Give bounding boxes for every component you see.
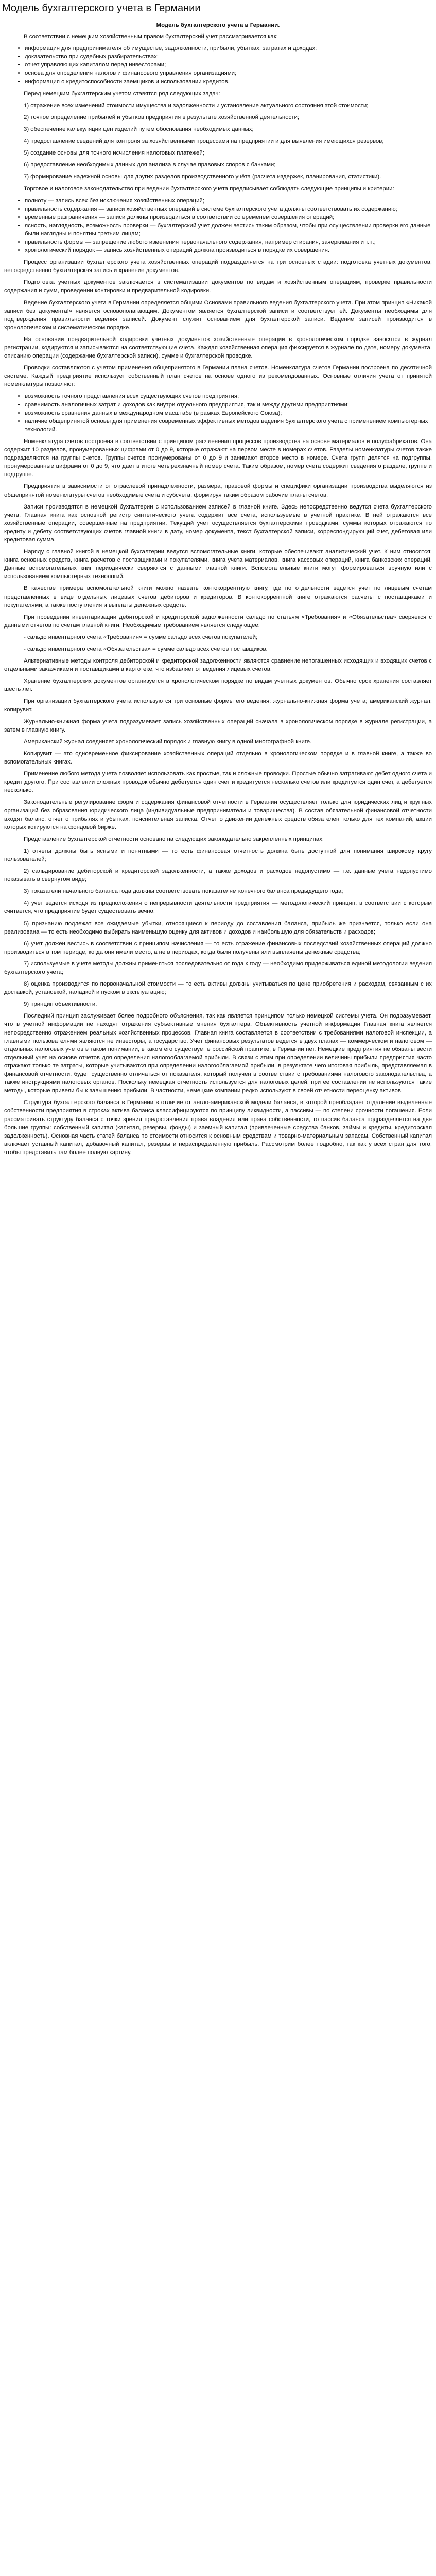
paragraph: 2) точное определение прибылей и убытков предприятия в результате хозяйственной деятельности; [24,114,300,121]
bullet-list [4,197,432,255]
list-item: • возможность сравнения данных в международном масштабе (в рамках Европейского Союза); [25,409,432,417]
paragraph: 1) отражение всех изменений стоимости имущества и задолженности и установление актуального состояния этой стоимости; [24,102,369,109]
paragraph: Наряду с главной книгой в немецкой бухгалтерии ведутся вспомогательные книги, которые обеспечивают аналитический учет. К ним относятся: книга основных средств, книга расчетов с поставщиками и покупателями, книга учета материалов, книга кассовых операций, книга банковских операций. Данные вспомогательных книг периодически сверяются с данными главной книги. Вспомогательные книги могут формироваться вручную или с использованием компьютерных технологий. [4,549,432,580]
document-subtitle: Модель бухгалтерского учета в Германии. [156,22,280,28]
paragraph: Процесс организации бухгалтерского учета хозяйственных операций подразделяется на три основных стадии: подготовка учетных документов, непосредственно бухгалтерская запись и хранение документов. [4,259,432,274]
paragraph: Последний принцип заслуживает более подробного объяснения, так как является принципом только немецкой системы учета. Он подразумевает, что в учетной информации не находят отражения субъективные мнения бухгалтера. Объективность учетной информации Главная книга является непосредственно отражением реальных хозяйственных процессов. Главная книга составляется в соответствии с требованиями налоговой инспекции, а главными пользователями являются не инвесторы, а государство. Учет финансовых результатов ведется в двух планах — коммерческом и налоговом — отдельных налоговых учетов в таком понимании, в каком его существует в российской практике, в Германии нет. Немецкие предприятия не обязаны вести отдельный учет на основе отчетов для определения налогооблагаемой прибыли. В связи с этим при определении величины прибыли предприятия часто отражают только те затраты, которые учитываются при определении налогооблагаемой прибыли, в результате чего итоговая прибыль, представляемая в финансовой отчетности, будет существенно отличаться от показателя, который получен в соответствии с требованиями налогового законодательства, а также инструкциями налоговых органов. Поскольку немецкая отчетность используется для налоговых целей, при ее составлении не используются такие методы, которые привели бы к завышению прибыли. В частности, немецкие компании редко используют в своей отчетности переоценку активов. [4,1013,432,1094]
paragraph: - сальдо инвентарного счета «Обязательства» = сумме сальдо всех счетов поставщиков. [24,646,268,652]
list-item: • правильность формы — запрещение любого изменения первоначального содержания, например стирания, зачеркивания и т.п.; [25,238,432,246]
list-item: • полноту — запись всех без исключения хозяйственных операций; [25,197,432,205]
paragraph: Подготовка учетных документов заключается в систематизации документов по видам и хозяйственным операциям, проверке правильности содержания и сумм, проведении контировки и предварительной кодировки. [4,279,432,294]
list-item: • информация для предпринимателя об имуществе, задолженности, прибыли, убытках, затратах и доходах; [25,44,432,53]
list-item: • возможность точного представления всех существующих счетов предприятия; [25,392,432,400]
paragraph: Структура бухгалтерского баланса в Германии в отличие от англо-американской модели баланса, в которой преобладает отдаление выделенные собственности предприятия в строках актива баланса классифицируются по принципу ликвидности, а пассивы — по степени срочности погашения. Если рассматривать структуру баланса с точки зрения предоставления права владения или права собственности, то пассив баланса подразделяется на две большие группы: собственный капитал (капитал, резервы, фонды) и заемный капитал (привлеченные средства банков, займы и кредиты, кредиторская задолженность). Основная часть статей баланса по стоимости относится к основным средствам и товарно-материальным запасам. Собственный капитал включает уставный капитал, добавочный капитал, резервы и нераспределенную прибыль. Рассмотрим более подробно, так как у всех стран для того, чтобы представить там более полную картину. [4,1099,432,1156]
paragraph: Альтернативные методы контроля дебиторской и кредиторской задолженности являются сравнение непогашенных исходящих и входящих счетов с отдельными заказчиками и поставщиками в картотеке, что избавляет от ведения лицевых счетов. [4,658,432,673]
bullet-list [4,44,432,86]
paragraph: Законодательные регулирование форм и содержания финансовой отчетности в Германии осуществляет только для юридических лиц и крупных организаций без образования юридического лица (индивидуальные предприниматели и товарищества). В состав обязательной финансовой отчетности входят баланс, отчет о прибылях и убытках, пояснительная записка. Отчет о движении денежных средств обязателен только для тех компаний, акции которых котируются на фондовой бирже. [4,799,432,831]
paragraph: 6) учет должен вестись в соответствии с принципом начисления — то есть отражение финансовых последствий хозяйственных операций должно производиться в том периоде, когда они имели место, а не в периодах, когда были получены или выплачены денежные средства; [4,940,432,955]
paragraph: Ведение бухгалтерского учета в Германии определяется общими Основами правильного ведения бухгалтерского учета. При этом принцип «Никакой записи без документа!» является основополагающим. Документом является бухгалтерской записи и соответствует ей. Документы необходимы для подтверждения правильности ведения записей. Документ служит основанием для бухгалтерской записи. Ведение записей производится в хронологическом и систематическом порядке. [4,299,432,331]
list-item: • временные разграничения — записи должны производиться в соответствии со временем совершения операций; [25,213,432,222]
paragraph: Журнально-книжная форма учета подразумевает запись хозяйственных операций сначала в хронологическом порядке в журнале регистрации, а затем в главную книгу. [4,718,432,733]
paragraph: Записи производятся в немецкой бухгалтерии с использованием записей в главной книге. Здесь непосредственно ведутся счета бухгалтерского учета. Главная книга как основной регистр синтетического учета содержит все счета, используемые в учетной практике. В ней отражаются все хозяйственные операции, совершенные на предприятии. Текущий учет осуществляется бухгалтерскими проводками, суммы которых отражаются по кредиту и дебету соответствующих счетов главной книги в дату, номер документа, текст бухгалтерской записи, корреспондирующий счет, дебетовая или кредитовая сумма. [4,503,432,543]
paragraph: Перед немецким бухгалтерским учетом ставятся ряд следующих задач: [24,90,220,97]
paragraph: 1) отчеты должны быть ясными и понятными — то есть финансовая отчетность должна быть доступной для понимания широкому кругу пользователей; [4,848,432,862]
paragraph: 9) принцип объективности. [24,1001,97,1008]
list-item: • сравнимость аналогичных затрат и доходов как внутри отдельного предприятия, так и между другими предприятиями; [25,401,432,409]
paragraph: Применение любого метода учета позволяет использовать как простые, так и сложные проводки. Простые обычно затрагивают дебет одного счета и кредит другого. При составлении сложных проводок обычно дебетуется один счет и кредитуется несколько счетов или кредитуется один счет, а дебетуется несколько. [4,771,432,794]
paragraph: 6) предоставление необходимых данных для анализа в случае правовых споров с банками; [24,162,276,168]
paragraph: 2) сальдирование дебиторской и кредиторской задолженности, а также доходов и расходов недопустимо — т.е. данные учета недопустимо показывать в свернутом виде; [4,868,432,883]
paragraph: Номенклатура счетов построена в соответствии с принципом расчленения процессов производства на основе материалов и полуфабрикатов. Она содержит 10 разделов, пронумерованных цифрами от 0 до 9, которые отражают на первом месте в номерах счетов. Разделы номенклатуры счетов также подразделяются на группы счетов. Группы счетов пронумерованы от 0 до 9 и занимают второе место в номере. Счета групп делятся на подгруппы, пронумерованные цифрами от 0 до 9, что дает в итоге четырехзначный номер счета. Таким образом, номер счета содержит сведения о разделе, группе и подгруппе. [4,438,432,478]
paragraph: 5) признанию подлежат все ожидаемые убытки, относящиеся к периоду до составления баланса, прибыль же признается, только если она реализована — то есть необходимо выбирать наименьшую оценку для активов и доходов и наибольшую для обязательств и расходов; [4,920,432,935]
list-item: • доказательство при судебных разбирательствах; [25,53,432,61]
paragraph: Хранение бухгалтерских документов организуется в хронологическом порядке по видам учетных документов. Обычно срок хранения составляет шесть лет. [4,678,432,693]
paragraph: 4) учет ведется исходя из предположения о непрерывности деятельности предприятия — методологический принцип, в соответствии с которым считается, что предприятие будет существовать вечно; [4,900,432,915]
paragraph: На основании предварительной кодировки учетных документов хозяйственные операции в хронологическом порядке заносятся в журнал регистрации, кодируются и записываются на соответствующие счета. Каждая хозяйственная операция фиксируется в журнале по дате, номеру документа, описанию операции (содержание бухгалтерской записи), сумме и бухгалтерской проводке. [4,336,432,360]
paragraph: Американский журнал соединяет хронологический порядок и главную книгу в одной многографной книге. [24,738,312,745]
paragraph: 5) создание основы для точного исчисления налоговых платежей; [24,150,204,157]
list-item: • ясность, наглядность, возможность проверки — бухгалтерский учет должен вестись таким образом, чтобы при осуществлении проверки его данные были наглядны и понятны третьим лицам; [25,222,432,238]
list-item: • хронологический порядок — запись хозяйственных операций должна производиться в порядке их совершения. [25,246,432,255]
paragraph: 3) показатели начального баланса года должны соответствовать показателям конечного баланса предыдущего года; [24,888,343,895]
paragraph: Представление бухгалтерской отчетности основано на следующих законодательно закрепленных принципах: [24,836,324,842]
paragraph: При организации бухгалтерского учета используются три основные формы его ведения: журнально-книжная форма учета; американский журнал; копирувит. [4,698,432,713]
document-flow [4,32,432,1157]
document-body [0,18,436,1157]
page-title: Модель бухгалтерского учета в Германии [0,0,436,18]
paragraph: В качестве примера вспомогательной книги можно назвать контокоррентную книгу, где по отдельности ведется учет по лицевым счетам представленных в виде отдельных лицевых счетов дебиторов и кредиторов. В контокоррентной книге отражаются расчеты с поставщиками и покупателями, а также поступления и выплаты денежных средств. [4,585,432,608]
list-item: • основа для определения налогов и финансового управления организациями; [25,69,432,77]
paragraph: Копирувит — это одновременное фиксирование хозяйственных операций отдельно в хронологическом порядке и в главной книге, а также во вспомогательных книгах. [4,750,432,766]
paragraph: 3) обеспечение калькуляции цен изделий путем обоснования необходимых данных; [24,126,254,132]
paragraph: Проводки составляются с учетом применения общепринятого в Германии плана счетов. Номенклатура счетов Германии построена по десятичной системе. Каждый предприятие использует собственный план счетов на основе одного из рекомендованных. Основные отличия учета от принятой номенклатуры позволяют: [4,365,432,388]
paragraph: Торговое и налоговое законодательство при ведении бухгалтерского учета предписывает соблюдать следующие принципы и критерии: [24,185,394,192]
paragraph: 7) используемые в учете методы должны применяться последовательно от года к году — необходимо придерживаться единой методологии ведения бухгалтерского учета; [4,960,432,975]
paragraph: 4) предоставление сведений для контроля за хозяйственными процессами на предприятии и для выявления имеющихся резервов; [24,138,384,145]
paragraph: 7) формирование надежной основы для других разделов производственного учёта (расчета издержек, планирования, статистики). [24,174,381,180]
paragraph: Предприятия в зависимости от отраслевой принадлежности, размера, правовой формы и специфики организации производства выделяются из общепринятой номенклатуры счетов необходимые счета и субсчета, формируя таким образом рабочие планы счетов. [4,483,432,498]
list-item: • информация о кредитоспособности заемщиков и использовании кредитов. [25,78,432,86]
list-item: • отчет управляющих капиталом перед инвесторами; [25,61,432,69]
paragraph: - сальдо инвентарного счета «Требования» = сумме сальдо всех счетов покупателей; [24,634,258,640]
list-item: • правильность содержания — записи хозяйственных операций в системе бухгалтерского учета должны соответствовать их содержанию; [25,205,432,213]
bullet-list [4,392,432,433]
list-item: • наличие общепринятой основы для применения современных эффективных методов ведения бухгалтерского учета с применением компьютерных технологий. [25,417,432,434]
paragraph: При проведении инвентаризации дебиторской и кредиторской задолженности сальдо по статьям «Требования» и «Обязательства» сверяется с данными отчетов по счетам главной книги. Необходимым требованием является следующее: [4,614,432,629]
paragraph: В соответствии с немецким хозяйственным правом бухгалтерский учет рассматривается как: [24,33,278,40]
paragraph: 8) оценка производится по первоначальной стоимости — то есть активы должны учитываться по цене приобретения и расходам, связанным с их доставкой, установкой, наладкой и пуском в эксплуатацию; [4,981,432,996]
